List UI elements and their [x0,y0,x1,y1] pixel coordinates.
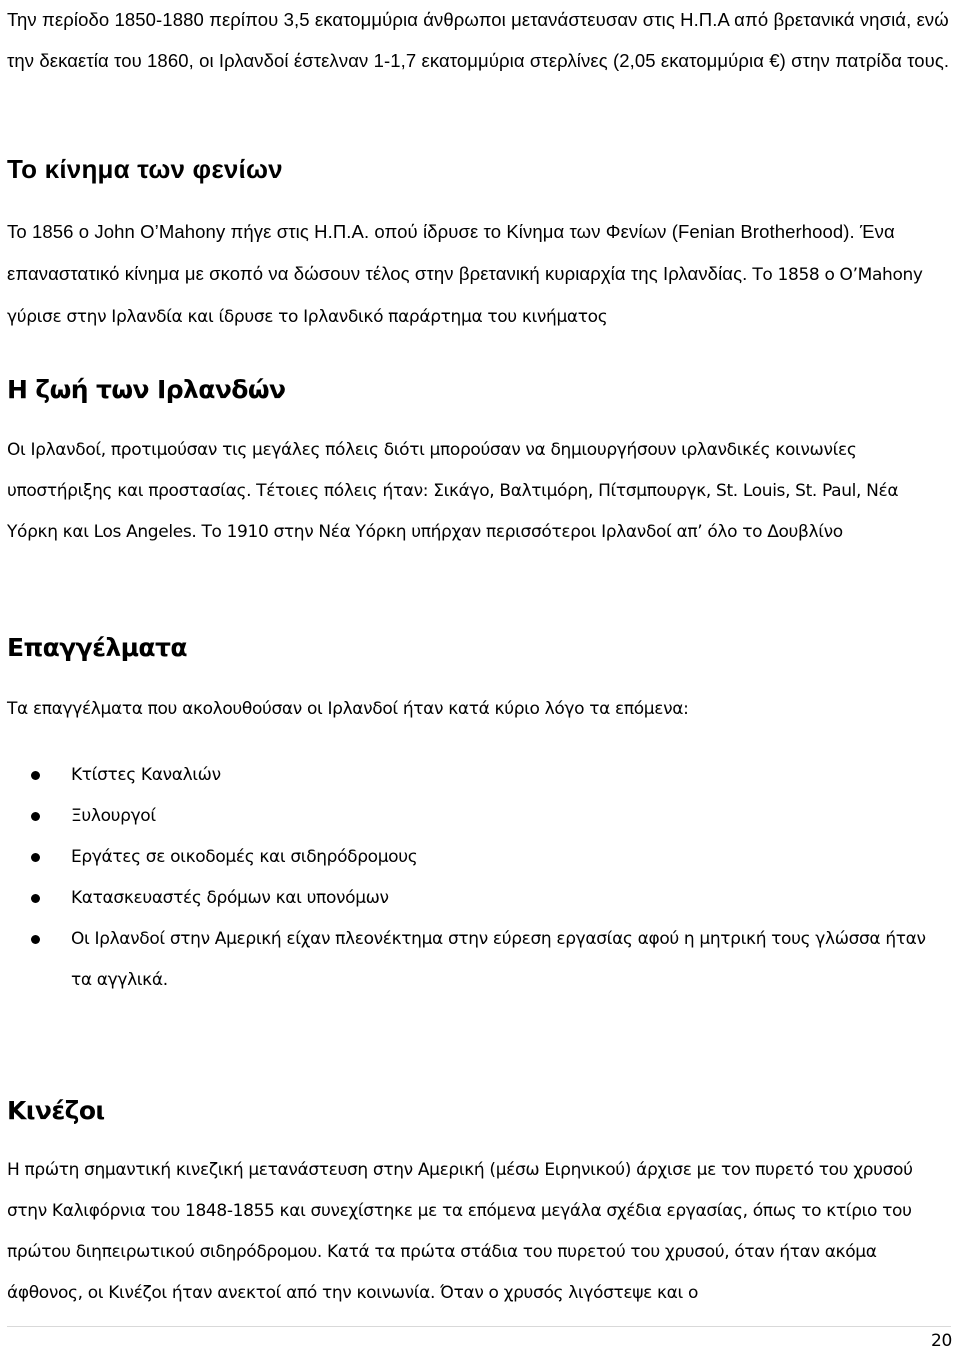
list-item: Εργάτες σε οικοδομές και σιδηρόδρομους [7,837,951,878]
bullet-icon [31,771,40,780]
professions-intro: Τα επαγγέλματα που ακολουθούσαν οι Ιρλανδοί ήταν κατά κύριο λόγο τα επόμενα: [7,699,689,719]
chinese-heading: Κινέζοι [7,1096,105,1125]
fenian-paragraph-arial: Το 1856 ο John O’Mahony πήγε στις Η.Π.Α. οπού ίδρυσε το Κίνημα των Φενίων (Fenian Brotherhood). Ένα επαναστατικό κίνημα με σκοπό να δώσουν τέλος στην βρετανική κυριαρχία της Ιρλανδίας. [7,221,895,284]
intro-paragraph: Την περίοδο 1850-1880 περίπου 3,5 εκατομμύρια άνθρωποι μετανάστευσαν στις Η.Π.Α από βρετανικά νησιά, ενώ την δεκαετία του 1860, οι Ιρλανδοί έστελναν 1-1,7 εκατομμύρια στερλίνες (2,05 εκατομμύρια €) στην πατρίδα τους. [7,9,950,71]
bullet-icon [31,935,40,944]
bullet-icon [31,894,40,903]
professions-list [7,755,951,1001]
irish-life-paragraph: Οι Ιρλανδοί, προτιμούσαν τις μεγάλες πόλεις διότι μπορούσαν να δημιουργήσουν ιρλανδικές κοινωνίες υποστήριξης και προστασίας. Τέτοιες πόλεις ήταν: Σικάγο, Βαλτιμόρη, Πίτσμπουργκ, St. Louis, St. Paul, Νέα Υόρκη και Los Angeles. Το 1910 στην Νέα Υόρκη υπήρχαν περισσότεροι Ιρλανδοί απ’ όλο το Δουβλίνο [7,440,899,542]
list-item: Κτίστες Καναλιών [7,755,951,796]
professions-heading: Επαγγέλματα [7,633,187,662]
list-item: Ξυλουργοί [7,796,951,837]
irish-life-heading: Η ζωή των Ιρλανδών [7,375,286,404]
list-item: Οι Ιρλανδοί στην Αμερική είχαν πλεονέκτημα στην εύρεση εργασίας αφού η μητρική τους γλώσσα ήταν τα αγγλικά. [7,919,931,1001]
page-number: 20 [930,1331,952,1351]
fenian-paragraph [7,211,951,338]
list-item: Κατασκευαστές δρόμων και υπονόμων [7,878,951,919]
chinese-paragraph: Η πρώτη σημαντική κινεζική μετανάστευση στην Αμερική (μέσω Ειρηνικού) άρχισε με τον πυρετό του χρυσού στην Καλιφόρνια του 1848-1855 και συνεχίστηκε με τα επόμενα μεγάλα σχέδια εργασίας, όπως το κτίριο του πρώτου διηπειρωτικού σιδηρόδρομου. Κατά τα πρώτα στάδια του πυρετού του χρυσού, όταν ήταν ακόμα άφθονος, οι Κινέζοι ήταν ανεκτοί από την κοινωνία. Όταν ο χρυσός λιγόστεψε και ο [7,1160,913,1303]
footer-divider [7,1326,951,1327]
bullet-icon [31,812,40,821]
fenian-heading: Το κίνημα των φενίων [7,154,283,184]
bullet-icon [31,853,40,862]
fenian-paragraph-calibri: Το 1858 ο O’Mahony γύρισε στην Ιρλανδία και ίδρυσε το Ιρλανδικό παράρτημα του κινήματος [7,265,923,327]
